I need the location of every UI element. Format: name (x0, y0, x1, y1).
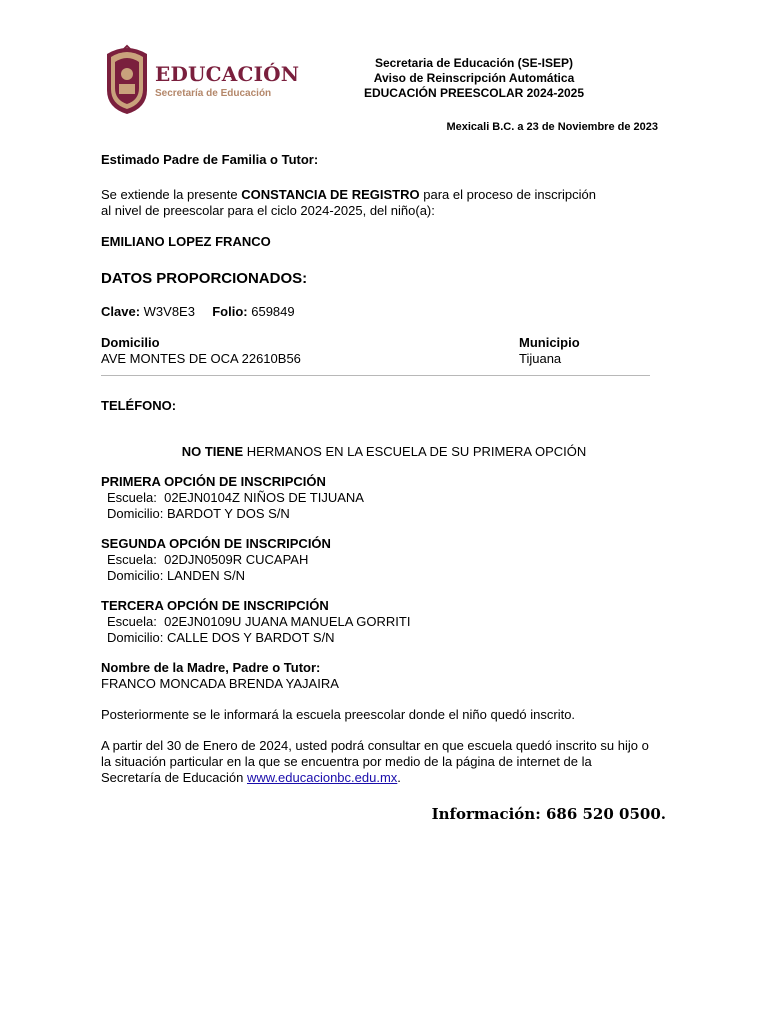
option-3 (101, 598, 667, 646)
consulta-paragraph (101, 738, 667, 786)
consulta-prefix: Secretaría de Educación (101, 770, 247, 785)
option-1 (101, 474, 667, 522)
option-1-domicilio: Domicilio: BARDOT Y DOS S/N (107, 506, 290, 521)
header-line-2: Aviso de Reinscripción Automática (373, 71, 575, 85)
consulta-line-1: A partir del 30 de Enero de 2024, usted podrá consultar en que escuela quedó inscrito su hijo o (101, 738, 649, 753)
document-header (330, 56, 618, 101)
logo-subtitle: Secretaría de Educación (155, 88, 272, 99)
intro-paragraph (101, 187, 667, 219)
student-name: EMILIANO LOPEZ FRANCO (101, 234, 271, 249)
section-title: DATOS PROPORCIONADOS: (101, 270, 308, 287)
tutor-block (101, 660, 667, 692)
option-2 (101, 536, 667, 584)
domicilio-label: Domicilio (101, 335, 160, 350)
hermanos-line (101, 444, 667, 460)
intro-line-1 (101, 187, 667, 203)
folio-label: Folio: (212, 304, 248, 319)
hermanos-text: HERMANOS EN LA ESCUELA DE SU PRIMERA OPCIÓN (243, 444, 587, 459)
telefono-label: TELÉFONO: (101, 398, 177, 413)
state-seal-icon (101, 44, 153, 116)
option-2-domicilio: Domicilio: LANDEN S/N (107, 568, 245, 583)
municipio-label: Municipio (519, 335, 580, 350)
education-logo (101, 44, 300, 116)
header-line-1: Secretaria de Educación (SE-ISEP) (374, 56, 574, 70)
posterior-paragraph: Posteriormente se le informará la escuela preescolar donde el niño quedó inscrito. (101, 707, 576, 722)
hermanos-status: NO TIENE (181, 444, 244, 459)
option-2-escuela: Escuela: 02DJN0509R CUCAPAH (107, 552, 309, 567)
tutor-name: FRANCO MONCADA BRENDA YAJAIRA (101, 676, 339, 691)
intro-suffix: para el proceso de inscripción (419, 187, 596, 202)
header-line-3: EDUCACIÓN PREESCOLAR 2024-2025 (363, 86, 585, 100)
clave-folio-row (101, 304, 667, 320)
domicilio-value: AVE MONTES DE OCA 22610B56 (101, 351, 301, 366)
consulta-line-3 (101, 770, 667, 786)
municipio-value: Tijuana (519, 351, 562, 366)
education-website-link[interactable]: www.educacionbc.edu.mx (246, 770, 398, 785)
greeting: Estimado Padre de Familia o Tutor: (101, 152, 319, 167)
divider (101, 375, 650, 376)
option-3-title: TERCERA OPCIÓN DE INSCRIPCIÓN (101, 598, 329, 613)
constancia-label: CONSTANCIA DE REGISTRO (241, 187, 420, 202)
option-1-escuela: Escuela: 02EJN0104Z NIÑOS DE TIJUANA (107, 490, 364, 505)
municipio-block (519, 335, 580, 367)
consulta-suffix: . (397, 770, 401, 785)
option-1-title: PRIMERA OPCIÓN DE INSCRIPCIÓN (101, 474, 326, 489)
logo-title: EDUCACIÓN (155, 62, 300, 86)
intro-prefix: Se extiende la presente (101, 187, 242, 202)
tutor-label: Nombre de la Madre, Padre o Tutor: (101, 660, 321, 675)
clave-label: Clave: (101, 304, 141, 319)
informacion-phone: Información: 686 520 0500. (431, 805, 666, 823)
folio-value: 659849 (251, 304, 295, 319)
clave-value: W3V8E3 (143, 304, 195, 319)
option-2-title: SEGUNDA OPCIÓN DE INSCRIPCIÓN (101, 536, 331, 551)
document-date: Mexicali B.C. a 23 de Noviembre de 2023 (446, 121, 658, 133)
option-3-escuela: Escuela: 02EJN0109U JUANA MANUELA GORRITI (107, 614, 411, 629)
intro-line-2: al nivel de preescolar para el ciclo 2024-2025, del niño(a): (101, 203, 435, 218)
domicilio-block (101, 335, 301, 367)
consulta-line-2: la situación particular en la que se encuentra por medio de la página de internet de la (101, 754, 592, 769)
option-3-domicilio: Domicilio: CALLE DOS Y BARDOT S/N (107, 630, 335, 645)
